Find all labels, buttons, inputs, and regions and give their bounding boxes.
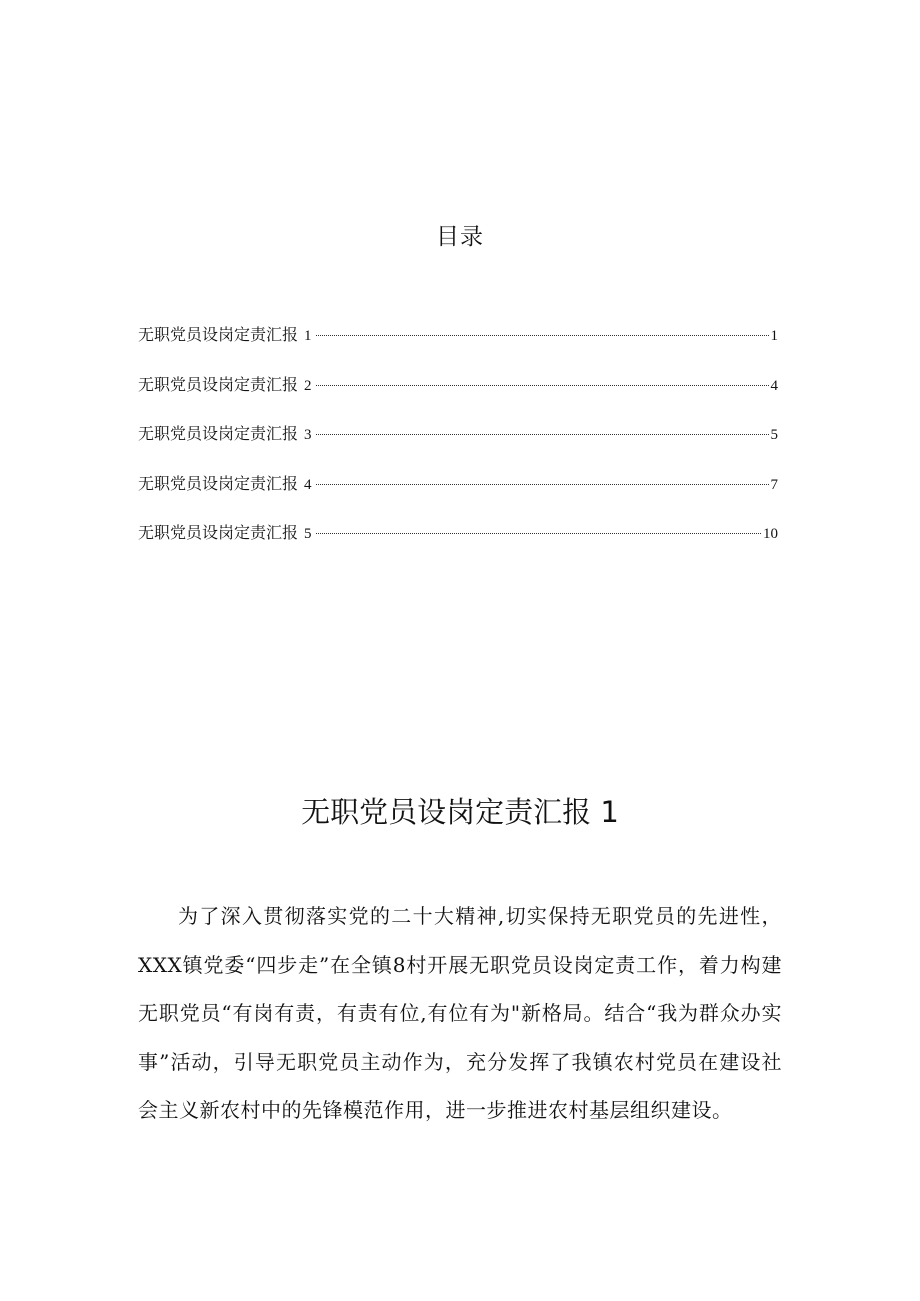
toc-entry-number: 1 [304,328,312,344]
table-of-contents [138,322,778,570]
toc-entry-label: 无职党员设岗定责汇报 [138,374,299,394]
toc-entry[interactable] [138,372,778,422]
toc-entry[interactable] [138,322,778,372]
toc-entry-number: 4 [304,476,312,493]
toc-title: 目录 [436,224,484,250]
toc-entry[interactable] [138,471,778,521]
toc-page-number: 10 [763,526,778,542]
toc-leader-dots [316,434,769,435]
toc-entry-label: 无职党员设岗定责汇报 [138,325,299,344]
toc-entry[interactable] [138,421,778,471]
toc-page-number: 7 [770,476,778,493]
toc-entry-label: 无职党员设岗定责汇报 [138,523,299,542]
document-title: 无职党员设岗定责汇报 1 [301,795,619,829]
toc-page-number: 1 [770,328,778,344]
toc-leader-dots [316,484,769,485]
toc-leader-dots [316,385,769,386]
toc-page-number: 5 [770,427,778,443]
toc-entry-label: 无职党员设岗定责汇报 [138,473,299,493]
body-paragraph: 为了深入贯彻落实党的二十大精神,切实保持无职党员的先进性，XXX镇党委“四步走”在全镇8村开展无职党员设岗定责工作，着力构建无职党员“有岗有责，有责有位,有位有为"新格局。结合“我为群众办实事”活动，引导无职党员主动作为，充分发挥了我镇农村党员在建设社会主义新农村中的先锋模范作用，进一步推进农村基层组织建设。 [138,904,782,1122]
toc-leader-dots [316,533,761,534]
toc-entry-number: 3 [304,427,312,443]
toc-entry-label: 无职党员设岗定责汇报 [138,424,299,443]
toc-entry-number: 5 [304,526,312,542]
toc-leader-dots [316,335,769,336]
toc-entry-number: 2 [304,377,312,394]
toc-entry[interactable] [138,520,778,570]
toc-page-number: 4 [770,377,778,394]
